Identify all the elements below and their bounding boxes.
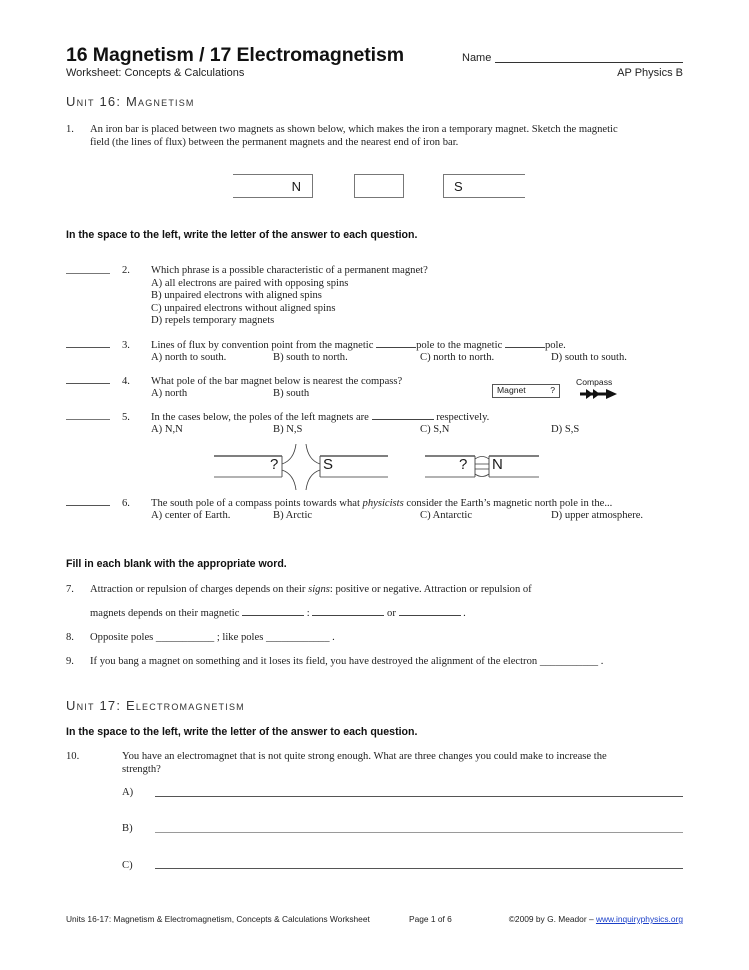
- instruction-fill-in: Fill in each blank with the appropriate word.: [66, 558, 287, 570]
- q2-block: [151, 265, 691, 328]
- iron-bar: [354, 174, 404, 198]
- q2-option-b: B) unpaired electrons with aligned spins: [151, 290, 322, 302]
- q7-line1: [90, 584, 532, 597]
- footer-title: Units 16-17: Magnetism & Electromagnetism, Concepts & Calculations Worksheet: [66, 914, 370, 924]
- q5-option-d: D) S,S: [551, 424, 580, 435]
- q5-option-c: C) S,N: [420, 424, 450, 435]
- q10-answer-c-label: C): [122, 860, 133, 871]
- q3-text: [151, 340, 566, 353]
- north-pole-label: N: [291, 179, 301, 194]
- q4-option-b: B) south: [273, 388, 310, 399]
- q7-number: 7.: [66, 584, 74, 595]
- footer-copyright: [509, 914, 683, 924]
- q5-blank: [372, 419, 434, 420]
- q6-text-italic: physicists: [362, 498, 404, 509]
- copyright-text: ©2009 by G. Meador –: [508, 914, 596, 924]
- q7-blank-3[interactable]: [399, 615, 461, 616]
- right-magnet-s: [443, 174, 525, 198]
- q7-line1-b: : positive or negative. Attraction or repulsion of: [329, 584, 532, 595]
- q5-case1-diagram: [214, 442, 388, 492]
- q8-text: Opposite poles ___________ ; like poles ____________ .: [90, 632, 335, 643]
- q10-text-line2: strength?: [122, 763, 161, 775]
- q5-text-a: In the cases below, the poles of the left magnets are: [151, 412, 369, 423]
- magnet-label: Magnet: [497, 385, 526, 395]
- q4-number: 4.: [122, 376, 130, 387]
- name-label: Name: [462, 52, 492, 64]
- q5-option-a: A) N,N: [151, 424, 183, 435]
- case1-south-pole: S: [323, 456, 334, 473]
- course-label: AP Physics B: [617, 67, 683, 79]
- q2-number: 2.: [122, 265, 130, 276]
- q5-option-b: B) N,S: [273, 424, 303, 435]
- q1-text-line1: An iron bar is placed between two magnets as shown below, which makes the iron a temporary magnet. Sketch the magnetic: [90, 124, 618, 135]
- q10-answer-a-label: A): [122, 787, 134, 798]
- q10-answer-b-label: B): [122, 823, 133, 834]
- q3-option-d: D) south to south.: [551, 352, 627, 363]
- q1-text-line2: field (the lines of flux) between the permanent magnets and the nearest end of iron bar.: [90, 136, 459, 148]
- south-pole-label: S: [454, 179, 463, 194]
- q6-text-b: consider the Earth’s magnetic north pole in the...: [403, 498, 613, 509]
- q3-blank-1: [376, 347, 416, 348]
- q6-option-b: B) Arctic: [273, 510, 313, 521]
- case1-unknown-pole: ?: [270, 456, 279, 473]
- answer-blank-q6[interactable]: [66, 505, 110, 506]
- instruction-unit17: In the space to the left, write the letter of the answer to each question.: [66, 726, 418, 738]
- q7-line2: [90, 608, 466, 621]
- q6-text-a: The south pole of a compass points towards what: [151, 498, 363, 509]
- q9-number: 9.: [66, 656, 74, 667]
- q10-text: [122, 751, 690, 776]
- q7-line1-a: Attraction or repulsion of charges depends on their: [90, 584, 309, 595]
- q3-text-b: pole to the magnetic: [416, 340, 503, 351]
- left-magnet-n: [233, 174, 313, 198]
- q7-line1-italic: signs: [308, 584, 330, 595]
- q7-line2-a: magnets depends on their magnetic: [90, 608, 240, 619]
- q10-answer-c-line[interactable]: [155, 868, 683, 869]
- q5-text: [151, 412, 489, 425]
- q4-option-a: A) north: [151, 388, 188, 399]
- q3-option-b: B) south to north.: [273, 352, 348, 363]
- q10-text-line1: You have an electromagnet that is not quite strong enough. What are three changes you could make to increase the: [122, 751, 607, 762]
- answer-blank-q3[interactable]: [66, 347, 110, 348]
- q3-text-c: pole.: [544, 340, 566, 351]
- compass-label: Compass: [576, 377, 613, 387]
- q10-number: 10.: [66, 751, 80, 762]
- q6-option-a: A) center of Earth.: [151, 510, 231, 521]
- case2-unknown-pole: ?: [459, 456, 468, 473]
- q3-blank-2: [505, 347, 545, 348]
- name-field[interactable]: [495, 62, 683, 63]
- q3-option-a: A) north to south.: [151, 352, 227, 363]
- q8-number: 8.: [66, 632, 74, 643]
- q1-text: [90, 124, 690, 149]
- q6-option-d: D) upper atmosphere.: [551, 510, 644, 521]
- q4-text: What pole of the bar magnet below is nearest the compass?: [151, 376, 403, 387]
- q7-blank-2[interactable]: [312, 615, 384, 616]
- website-link[interactable]: www.inquiryphysics.org: [595, 914, 683, 924]
- unit17-heading: Unit 17: Electromagnetism: [66, 698, 245, 713]
- unknown-pole-label: ?: [550, 385, 555, 395]
- q2-option-a: A) all electrons are paired with opposing spins: [151, 277, 349, 289]
- worksheet-subtitle: Worksheet: Concepts & Calculations: [66, 67, 245, 79]
- q10-answer-a-line[interactable]: [155, 796, 683, 797]
- q6-number: 6.: [122, 498, 130, 509]
- q6-option-c: C) Antarctic: [420, 510, 473, 521]
- q3-option-c: C) north to north.: [420, 352, 495, 363]
- q7-end: .: [463, 608, 466, 619]
- q5-number: 5.: [122, 412, 130, 423]
- q6-text: [151, 498, 612, 511]
- q4-bar-magnet: [492, 384, 560, 398]
- compass-needle-icon: [580, 388, 618, 400]
- q3-number: 3.: [122, 340, 130, 351]
- q2-text: Which phrase is a possible characteristic of a permanent magnet?: [151, 265, 428, 276]
- answer-blank-q2[interactable]: [66, 273, 110, 274]
- instruction-multiple-choice: In the space to the left, write the letter of the answer to each question.: [66, 229, 418, 241]
- answer-blank-q5[interactable]: [66, 419, 110, 420]
- q1-number: 1.: [66, 124, 74, 135]
- q3-text-a: Lines of flux by convention point from the magnetic: [151, 340, 374, 351]
- q10-answer-b-line[interactable]: [155, 832, 683, 833]
- case2-north-pole: N: [492, 456, 503, 473]
- unit16-heading: Unit 16: Magnetism: [66, 94, 195, 109]
- q5-case2-diagram: [425, 446, 539, 486]
- answer-blank-q4[interactable]: [66, 383, 110, 384]
- q7-blank-1[interactable]: [242, 615, 304, 616]
- q7-sep-1: :: [306, 608, 310, 619]
- q2-option-d: D) repels temporary magnets: [151, 315, 275, 327]
- page-number: Page 1 of 6: [409, 914, 452, 924]
- worksheet-title: 16 Magnetism / 17 Electromagnetism: [66, 44, 404, 66]
- q5-text-b: respectively.: [436, 412, 490, 423]
- q2-option-c: C) unpaired electrons without aligned spins: [151, 302, 336, 314]
- q9-text: If you bang a magnet on something and it loses its field, you have destroyed the alignment of the electron ___________ .: [90, 656, 604, 667]
- q7-sep-2: or: [387, 608, 396, 619]
